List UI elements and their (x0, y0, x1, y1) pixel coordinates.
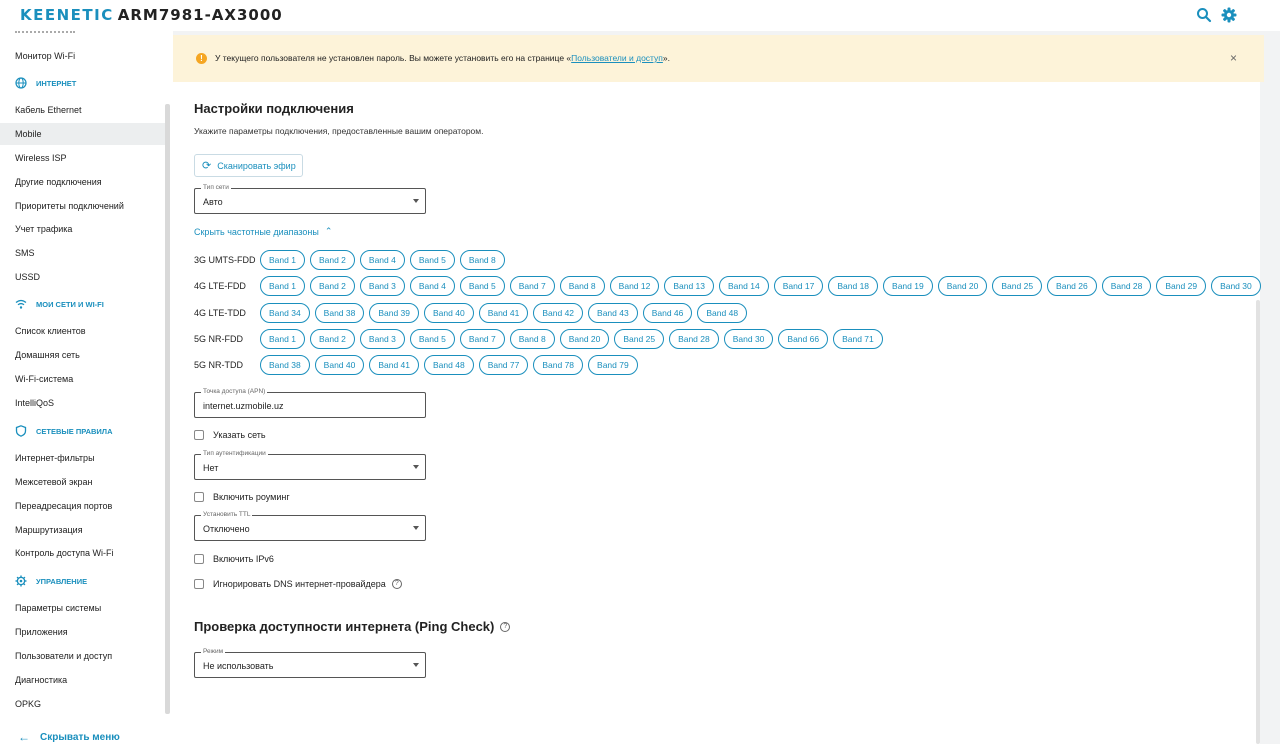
band-row-5g-nr-tdd (194, 355, 643, 375)
caret-down-icon (413, 526, 419, 530)
caret-down-icon (413, 199, 419, 203)
sidebar-section-management[interactable] (15, 571, 87, 591)
network-type-select[interactable] (194, 184, 426, 214)
checkbox-box (194, 579, 204, 589)
band-chip[interactable]: Band 25 (614, 329, 664, 349)
band-chip[interactable]: Band 77 (479, 355, 529, 375)
ping-mode-select[interactable] (194, 648, 426, 678)
band-chip[interactable]: Band 17 (774, 276, 824, 296)
roaming-label: Включить роуминг (213, 492, 290, 502)
checkbox-box (194, 492, 204, 502)
sidebar-item-port-forwarding[interactable]: Переадресация портов (15, 501, 113, 511)
band-chip[interactable]: Band 7 (510, 276, 555, 296)
specify-network-checkbox[interactable] (194, 428, 266, 442)
page-subtitle: Укажите параметры подключения, предоставленные вашим оператором. (194, 126, 484, 136)
sidebar-cut-item (15, 31, 75, 33)
sidebar-section-network-rules[interactable] (15, 421, 112, 441)
band-chip[interactable]: Band 42 (533, 303, 583, 323)
band-chip[interactable]: Band 12 (610, 276, 660, 296)
sidebar-item-wifi-access-control[interactable]: Контроль доступа Wi-Fi (15, 548, 114, 558)
band-chip[interactable]: Band 30 (724, 329, 774, 349)
band-chip[interactable]: Band 28 (1102, 276, 1152, 296)
band-row-4g-lte-tdd (194, 303, 752, 323)
ttl-label: Установить TTL (203, 511, 251, 518)
gear-icon (15, 575, 27, 587)
roaming-checkbox[interactable] (194, 490, 290, 504)
apn-field[interactable] (194, 388, 426, 418)
network-type-value: Авто (203, 197, 223, 207)
checkbox-box (194, 430, 204, 440)
sidebar-item-ethernet[interactable]: Кабель Ethernet (15, 105, 82, 115)
sidebar-item-routing[interactable]: Маршрутизация (15, 525, 83, 535)
hide-bands-label: Скрыть частотные диапазоны (194, 226, 319, 237)
band-row-label: 4G LTE-TDD (194, 308, 246, 318)
ping-check-title-text: Проверка доступности интернета (Ping Check) (194, 619, 495, 634)
scan-air-label: Сканировать эфир (217, 160, 296, 171)
band-row-5g-nr-fdd (194, 329, 888, 349)
band-chip[interactable]: Band 2 (310, 250, 355, 270)
sidebar-item-clients[interactable]: Список клиентов (15, 326, 86, 336)
band-row-label: 5G NR-FDD (194, 334, 243, 344)
band-chip[interactable]: Band 4 (410, 276, 455, 296)
band-chip[interactable]: Band 4 (360, 250, 405, 270)
auth-type-select[interactable] (194, 450, 426, 480)
sidebar-item-firewall[interactable]: Межсетевой экран (15, 477, 93, 487)
refresh-icon: ⟳ (202, 160, 212, 172)
brand (20, 6, 283, 24)
search-icon[interactable] (1196, 7, 1212, 23)
ipv6-checkbox[interactable] (194, 552, 274, 566)
band-chip[interactable]: Band 28 (669, 329, 719, 349)
sidebar-scrollbar[interactable] (165, 104, 170, 714)
sidebar-item-sms[interactable]: SMS (15, 248, 35, 258)
sidebar-section-label: СЕТЕВЫЕ ПРАВИЛА (36, 426, 113, 436)
main-scrollbar[interactable] (1256, 300, 1260, 744)
band-chip[interactable]: Band 13 (664, 276, 714, 296)
band-row-label: 4G LTE-FDD (194, 281, 246, 291)
band-chip[interactable]: Band 38 (260, 355, 310, 375)
hide-menu-label: Скрывать меню (40, 731, 120, 743)
band-chip[interactable]: Band 46 (643, 303, 693, 323)
band-chip[interactable]: Band 38 (315, 303, 365, 323)
ignore-dns-label: Игнорировать DNS интернет-провайдера (213, 579, 386, 589)
page-title: Настройки подключения (194, 101, 354, 116)
ipv6-label: Включить IPv6 (213, 554, 274, 564)
band-chip[interactable]: Band 8 (460, 250, 505, 270)
main-content (173, 82, 1260, 744)
sidebar-section-my-networks[interactable] (15, 294, 104, 314)
band-chip[interactable]: Band 7 (460, 329, 505, 349)
band-chip[interactable]: Band 43 (588, 303, 638, 323)
gear-icon[interactable] (1221, 7, 1237, 23)
band-chip[interactable]: Band 39 (369, 303, 419, 323)
band-row-3g-umts-fdd (194, 250, 510, 270)
close-icon[interactable]: × (1230, 51, 1238, 65)
band-chip[interactable]: Band 8 (560, 276, 605, 296)
ttl-value: Отключено (203, 524, 250, 534)
band-chip[interactable]: Band 40 (424, 303, 474, 323)
shield-icon (15, 425, 27, 437)
chevron-up-icon: ⌃ (324, 226, 333, 236)
hide-bands-toggle[interactable] (194, 226, 332, 237)
sidebar-item-wifi-system[interactable]: Wi-Fi-система (15, 374, 74, 384)
band-chip[interactable]: Band 14 (719, 276, 769, 296)
band-row-label: 3G UMTS-FDD (194, 255, 256, 265)
warning-icon: ! (196, 53, 207, 64)
sidebar-section-label: УПРАВЛЕНИЕ (36, 576, 88, 586)
scan-air-button[interactable] (194, 154, 303, 177)
band-chip[interactable]: Band 3 (360, 276, 405, 296)
sidebar-item-internet-filters[interactable]: Интернет-фильтры (15, 453, 95, 463)
band-chip[interactable]: Band 41 (369, 355, 419, 375)
users-access-link[interactable]: Пользователи и доступ (571, 53, 663, 63)
ttl-select[interactable] (194, 511, 426, 541)
help-icon[interactable]: ? (392, 579, 402, 589)
top-header (0, 0, 1280, 31)
band-chip[interactable]: Band 48 (424, 355, 474, 375)
banner-message (215, 53, 670, 63)
auth-type-value: Нет (203, 463, 219, 473)
wifi-icon (15, 298, 27, 310)
band-chip[interactable]: Band 26 (1047, 276, 1097, 296)
brand-logo: KEENETIC (20, 6, 114, 24)
band-chip[interactable]: Band 1 (260, 329, 305, 349)
sidebar-item-ussd[interactable]: USSD (15, 272, 41, 282)
band-row-4g-lte-fdd (194, 276, 1266, 296)
sidebar-section-internet[interactable] (15, 73, 76, 93)
band-chip[interactable]: Band 20 (938, 276, 988, 296)
band-chip[interactable]: Band 5 (410, 329, 455, 349)
checkbox-box (194, 554, 204, 564)
band-chip[interactable]: Band 30 (1211, 276, 1261, 296)
band-chip[interactable]: Band 48 (697, 303, 747, 323)
sidebar-item-wireless-isp[interactable]: Wireless ISP (15, 153, 67, 163)
band-chip[interactable]: Band 3 (360, 329, 405, 349)
sidebar-section-label: ИНТЕРНЕТ (36, 78, 77, 88)
band-chip[interactable]: Band 1 (260, 276, 305, 296)
sidebar-item-diagnostics[interactable]: Диагностика (15, 675, 68, 685)
band-chip[interactable]: Band 29 (1156, 276, 1206, 296)
band-chip[interactable]: Band 5 (460, 276, 505, 296)
arrow-left-icon: ← (18, 730, 30, 744)
band-chip[interactable]: Band 71 (833, 329, 883, 349)
band-chip[interactable]: Band 41 (479, 303, 529, 323)
band-chip[interactable]: Band 2 (310, 276, 355, 296)
auth-type-label: Тип аутентификации (203, 450, 266, 457)
band-chip[interactable]: Band 66 (778, 329, 828, 349)
band-chip[interactable]: Band 25 (992, 276, 1042, 296)
apn-value: internet.uzmobile.uz (203, 401, 284, 411)
ping-mode-value: Не использовать (203, 661, 274, 671)
apn-label: Точка доступа (APN) (203, 388, 266, 395)
band-chip[interactable]: Band 40 (315, 355, 365, 375)
caret-down-icon (413, 465, 419, 469)
band-chip[interactable]: Band 19 (883, 276, 933, 296)
banner-text: У текущего пользователя не установлен пароль. Вы можете установить его на странице « (215, 53, 572, 63)
hide-menu-button[interactable] (18, 728, 120, 744)
band-chip[interactable]: Band 78 (533, 355, 583, 375)
band-chip[interactable]: Band 5 (410, 250, 455, 270)
sidebar-item-applications[interactable]: Приложения (15, 627, 68, 637)
sidebar-item-mobile[interactable]: Mobile (0, 123, 165, 145)
band-chip[interactable]: Band 20 (560, 329, 610, 349)
sidebar (0, 31, 173, 744)
ping-check-title (194, 619, 510, 634)
sidebar-item-traffic[interactable]: Учет трафика (15, 224, 73, 234)
sidebar-item-opkg[interactable]: OPKG (15, 699, 42, 709)
sidebar-item-connection-priorities[interactable]: Приоритеты подключений (15, 201, 124, 211)
sidebar-item-wifi-monitor[interactable]: Монитор Wi-Fi (15, 51, 76, 61)
network-type-label: Тип сети (203, 184, 229, 191)
globe-icon (15, 77, 27, 89)
sidebar-item-home-network[interactable]: Домашняя сеть (15, 350, 80, 360)
band-chip[interactable]: Band 79 (588, 355, 638, 375)
sidebar-item-other-connections[interactable]: Другие подключения (15, 177, 102, 187)
band-chip[interactable]: Band 8 (510, 329, 555, 349)
sidebar-item-intelliqos[interactable]: IntelliQoS (15, 398, 55, 408)
band-chip[interactable]: Band 2 (310, 329, 355, 349)
warning-banner (173, 35, 1264, 82)
sidebar-item-users[interactable]: Пользователи и доступ (15, 651, 113, 661)
sidebar-section-label: МОИ СЕТИ И WI-FI (36, 299, 104, 309)
band-chip[interactable]: Band 1 (260, 250, 305, 270)
ping-mode-label: Режим (203, 648, 224, 655)
band-chip[interactable]: Band 34 (260, 303, 310, 323)
band-chip[interactable]: Band 18 (828, 276, 878, 296)
sidebar-item-system-settings[interactable]: Параметры системы (15, 603, 102, 613)
caret-down-icon (413, 663, 419, 667)
band-row-label: 5G NR-TDD (194, 360, 243, 370)
banner-text-end: ». (662, 53, 670, 63)
specify-network-label: Указать сеть (213, 430, 266, 440)
ignore-dns-checkbox[interactable] (194, 577, 402, 591)
help-icon[interactable]: ? (500, 622, 510, 632)
device-model: ARM7981-AX3000 (117, 6, 283, 24)
